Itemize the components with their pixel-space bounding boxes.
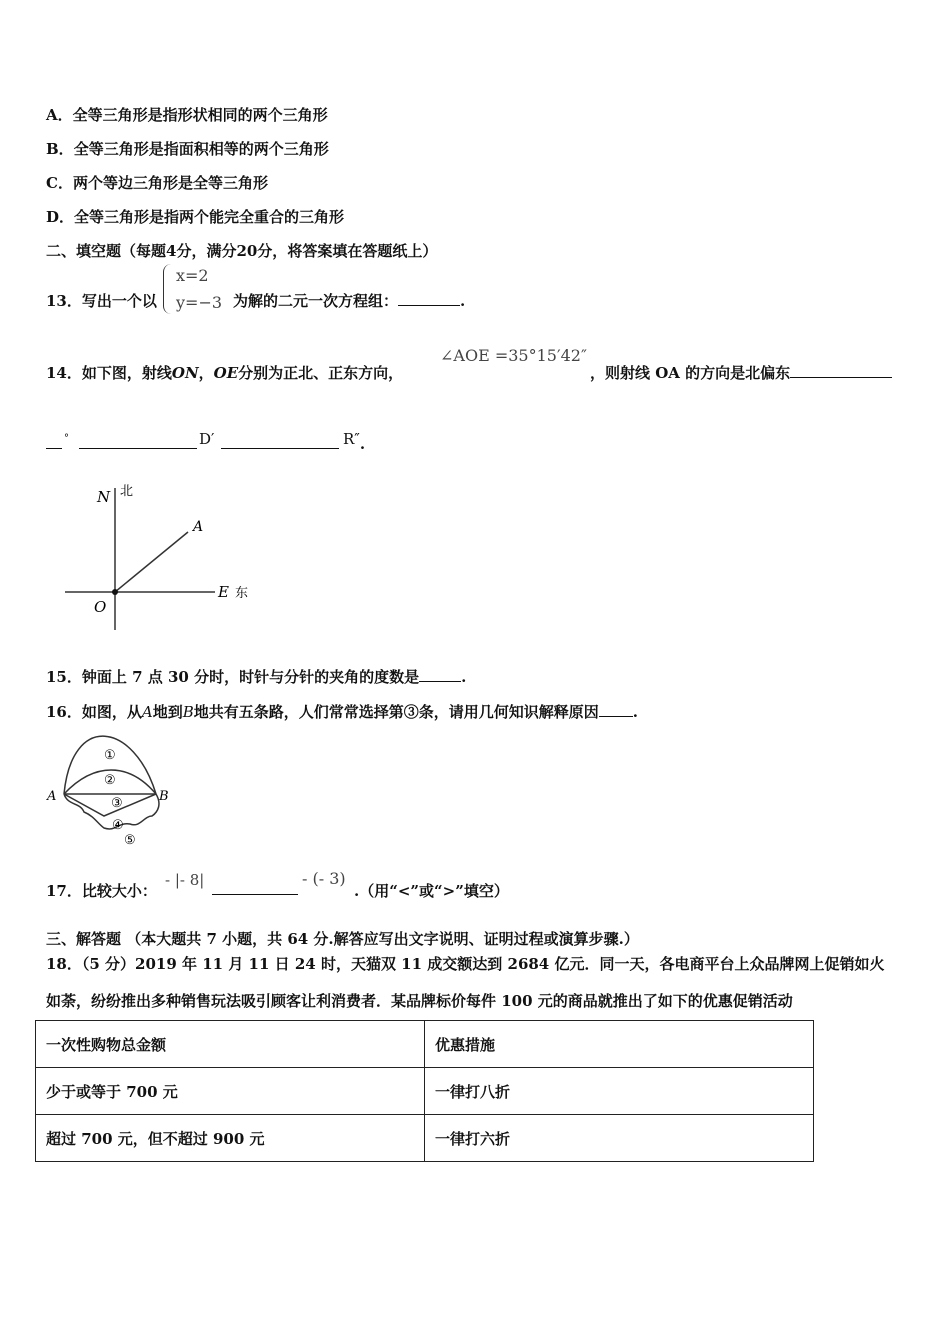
option-a: A．全等三角形是指形状相同的两个三角形 bbox=[46, 106, 328, 124]
ray-oa bbox=[115, 532, 188, 592]
label-b: B bbox=[159, 789, 169, 804]
question-18-line-1: 18．（5 分）2019 年 11 月 11 日 24 时，天猫双 11 成交额达到 2684 亿元．同一天，各电商平台上众品牌网上促销如火 bbox=[46, 955, 885, 973]
section-2-heading: 二、填空题（每题4分，满分20分，将答案填在答题纸上） bbox=[46, 242, 438, 260]
table-row bbox=[36, 1068, 814, 1115]
label-a: A bbox=[47, 789, 57, 804]
question-18-line-2: 如荼，纷纷推出多种销售玩法吸引顾客让利消费者．某品牌标价每件 100 元的商品就推出了如下的优惠促销活动 bbox=[46, 992, 793, 1010]
label-a: A bbox=[193, 519, 204, 535]
label-n: N bbox=[97, 488, 111, 506]
option-b: B．全等三角形是指面积相等的两个三角形 bbox=[46, 140, 329, 158]
table-header-row bbox=[36, 1021, 814, 1068]
answer-blank-14b[interactable] bbox=[46, 434, 62, 449]
label-route-2: ② bbox=[104, 773, 116, 788]
answer-blank-17[interactable] bbox=[212, 880, 298, 895]
table-cell: 一律打六折 bbox=[425, 1115, 814, 1162]
header-total-amount: 一次性购物总金额 bbox=[36, 1021, 425, 1068]
routes-figure bbox=[44, 732, 184, 852]
expression-left: - |- 8| bbox=[165, 871, 205, 889]
question-14: 14．如下图，射线ON，OE分别为正北、正东方向， bbox=[46, 364, 404, 382]
question-14-suffix: ，则射线 OA 的方向是北偏东 bbox=[590, 362, 892, 383]
equation-2: y=−3 bbox=[176, 293, 223, 312]
table-row bbox=[36, 1115, 814, 1162]
direction-figure bbox=[60, 478, 270, 638]
answer-blank-13[interactable] bbox=[398, 291, 460, 306]
option-d: D．全等三角形是指两个能完全重合的三角形 bbox=[46, 208, 345, 226]
table-cell: 超过 700 元，但不超过 900 元 bbox=[36, 1115, 425, 1162]
label-north: 北 bbox=[120, 484, 134, 499]
label-route-1: ① bbox=[104, 748, 116, 763]
label-e: E bbox=[218, 583, 229, 601]
angle-expression: ∠AOE =35°15′42″ bbox=[440, 346, 587, 365]
answer-blank-14c[interactable] bbox=[79, 434, 197, 449]
table-cell: 一律打八折 bbox=[425, 1068, 814, 1115]
label-route-4: ④ bbox=[112, 818, 124, 833]
header-discount: 优惠措施 bbox=[425, 1021, 814, 1068]
label-o: O bbox=[94, 598, 107, 616]
question-17-suffix: .（用“<”或“>”填空） bbox=[354, 882, 509, 900]
answer-blank-16[interactable] bbox=[599, 702, 633, 717]
section-3-heading: 三、解答题 （本大题共 7 小题，共 64 分.解答应写出文字说明、证明过程或演算步骤.） bbox=[46, 930, 639, 948]
table-cell: 少于或等于 700 元 bbox=[36, 1068, 425, 1115]
answer-blank-14d[interactable] bbox=[221, 434, 339, 449]
question-13: 13．写出一个以 bbox=[46, 292, 157, 310]
promotion-table bbox=[35, 1020, 814, 1162]
question-13-suffix: 为解的二元一次方程组： . bbox=[233, 292, 466, 310]
option-c: C．两个等边三角形是全等三角形 bbox=[46, 174, 268, 192]
origin-point bbox=[112, 589, 118, 595]
label-route-5: ⑤ bbox=[124, 833, 136, 848]
question-14-units: ° D′ R″. bbox=[46, 430, 365, 453]
question-15: 15．钟面上 7 点 30 分时，时针与分针的夹角的度数是 . bbox=[46, 668, 467, 686]
system-brace bbox=[163, 264, 174, 314]
question-17: 17．比较大小： bbox=[46, 882, 157, 900]
expression-right: - (- 3) bbox=[302, 869, 346, 888]
answer-blank-15[interactable] bbox=[419, 667, 461, 682]
question-16: 16．如图，从A地到B地共有五条路，人们常常选择第③条，请用几何知识解释原因 . bbox=[46, 703, 639, 721]
answer-blank-14a[interactable] bbox=[790, 363, 892, 378]
label-east: 东 bbox=[235, 586, 249, 601]
label-route-3: ③ bbox=[111, 796, 123, 811]
answer-blank-17-wrap bbox=[212, 880, 298, 899]
equation-1: x=2 bbox=[176, 266, 209, 285]
